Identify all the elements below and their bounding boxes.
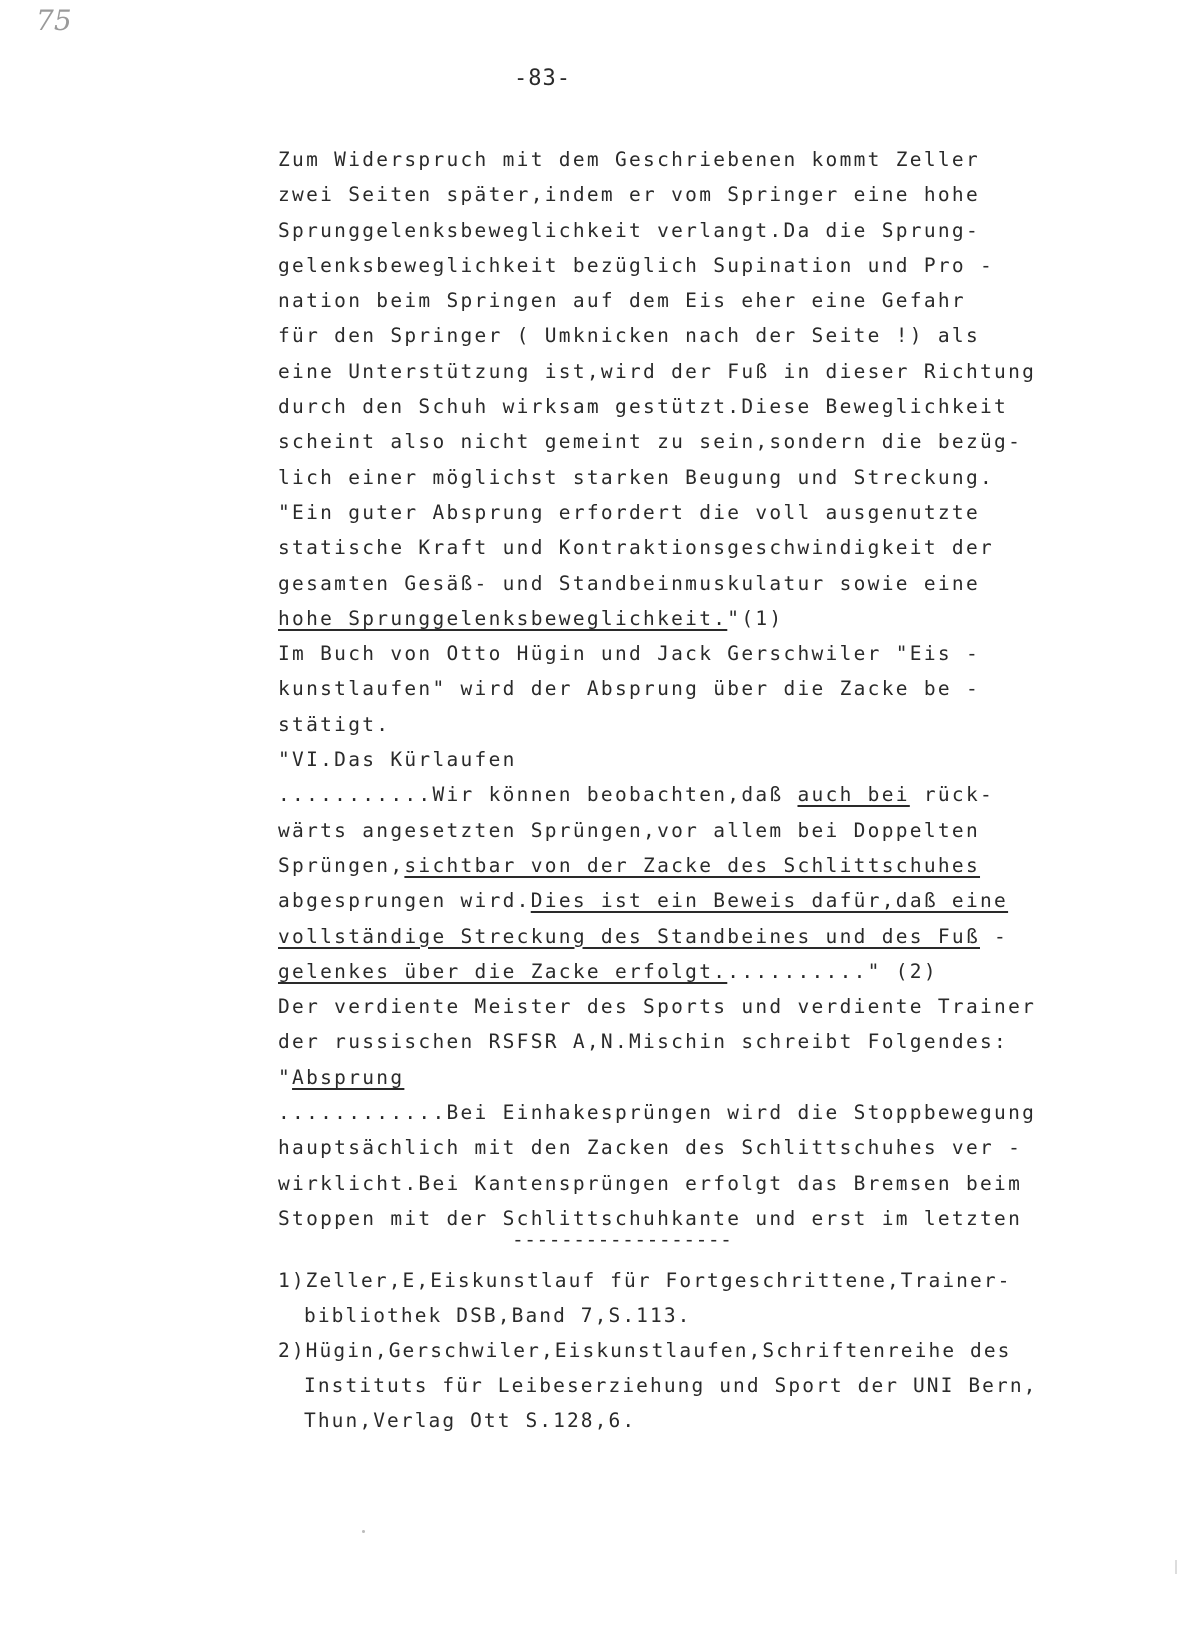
underlined-text: gelenkes über die Zacke erfolgt. (278, 959, 728, 983)
text-span: Sprüngen, (278, 853, 405, 877)
text-line (278, 919, 1078, 954)
text-span: " (278, 1065, 293, 1089)
text-line: eine Unterstützung ist,wird der Fuß in dieser Richtung (278, 359, 1037, 383)
text-line: "VI.Das Kürlaufen (278, 748, 517, 772)
underlined-text: hohe Sprunggelenksbeweglichkeit. (278, 606, 728, 630)
paper-speck (362, 1530, 365, 1533)
text-line: der russischen RSFSR A,N.Mischin schreibt Folgendes: (278, 1030, 1009, 1054)
text-line (278, 954, 1078, 989)
text-span: .........." (2) (727, 959, 938, 983)
text-line: stätigt. (278, 712, 391, 736)
footnote-line: bibliothek DSB,Band 7,S.113. (304, 1304, 692, 1327)
text-line: gesamten Gesäß- und Standbeinmuskulatur sowie eine (278, 571, 980, 595)
handwritten-page-mark: 75 (36, 4, 72, 37)
text-line: Stoppen mit der Schlittschuhkante und erst im letzten (278, 1206, 1023, 1230)
text-line: scheint also nicht gemeint zu sein,sondern die bezüg- (278, 430, 1023, 454)
underlined-text: auch bei (797, 783, 910, 807)
text-line: kunstlaufen" wird der Absprung über die Zacke be - (278, 677, 980, 701)
underlined-text: vollständige Streckung des Standbeines und des Fuß (278, 924, 980, 948)
text-line: wärts angesetzten Sprüngen,vor allem bei Doppelten (278, 818, 980, 842)
body-text (278, 142, 1078, 1236)
text-line (278, 883, 1078, 918)
text-line: Sprunggelenksbeweglichkeit verlangt.Da die Sprung- (278, 218, 980, 242)
text-span: - (980, 924, 1009, 948)
footnote-separator: ------------------ (512, 1228, 733, 1251)
text-line: gelenksbeweglichkeit bezüglich Supination und Pro - (278, 253, 995, 277)
underlined-text: Absprung (292, 1065, 405, 1089)
underlined-text: Dies ist ein Beweis dafür,daß eine (530, 889, 1009, 913)
text-line: statische Kraft und Kontraktionsgeschwindigkeit der (278, 536, 995, 560)
text-line: für den Springer ( Umknicken nach der Seite !) als (278, 324, 980, 348)
text-line: durch den Schuh wirksam gestützt.Diese Beweglichkeit (278, 395, 1009, 419)
text-line (278, 601, 1078, 636)
text-line: zwei Seiten später,indem er vom Springer eine hohe (278, 183, 980, 207)
text-span: ...........Wir können beobachten,daß (278, 783, 798, 807)
text-span: rück- (909, 783, 995, 807)
text-line: "Ein guter Absprung erfordert die voll ausgenutzte (278, 500, 980, 524)
text-line: Zum Widerspruch mit dem Geschriebenen kommt Zeller (278, 148, 980, 171)
text-line: hauptsächlich mit den Zacken des Schlittschuhes ver - (278, 1136, 1023, 1160)
text-span: abgesprungen wird. (278, 889, 531, 913)
text-line: Im Buch von Otto Hügin und Jack Gerschwiler "Eis - (278, 642, 980, 666)
footnote-line: 1)Zeller,E,Eiskunstlauf für Fortgeschrittene,Trainer- (278, 1269, 1012, 1292)
footnote-line: 2)Hügin,Gerschwiler,Eiskunstlaufen,Schriftenreihe des (278, 1339, 1012, 1362)
page-number: -83- (514, 66, 571, 91)
text-line (278, 777, 1078, 812)
paper-speck (1175, 1560, 1177, 1574)
footnote-line: Thun,Verlag Ott S.128,6. (304, 1409, 637, 1432)
text-line: wirklicht.Bei Kantensprüngen erfolgt das Bremsen beim (278, 1171, 1023, 1195)
text-line: ............Bei Einhakesprüngen wird die Stoppbewegung (278, 1101, 1037, 1125)
text-line: Der verdiente Meister des Sports und verdiente Trainer (278, 995, 1037, 1019)
text-line (278, 848, 1078, 883)
underlined-text: sichtbar von der Zacke des Schlittschuhes (404, 853, 981, 877)
text-line: lich einer möglichst starken Beugung und Streckung. (278, 465, 995, 489)
text-line (278, 1060, 1078, 1095)
footnote-line: Instituts für Leibeserziehung und Sport der UNI Bern, (304, 1374, 1038, 1397)
footnotes (278, 1263, 1098, 1438)
text-span: "(1) (727, 606, 784, 630)
text-line: nation beim Springen auf dem Eis eher eine Gefahr (278, 289, 966, 313)
